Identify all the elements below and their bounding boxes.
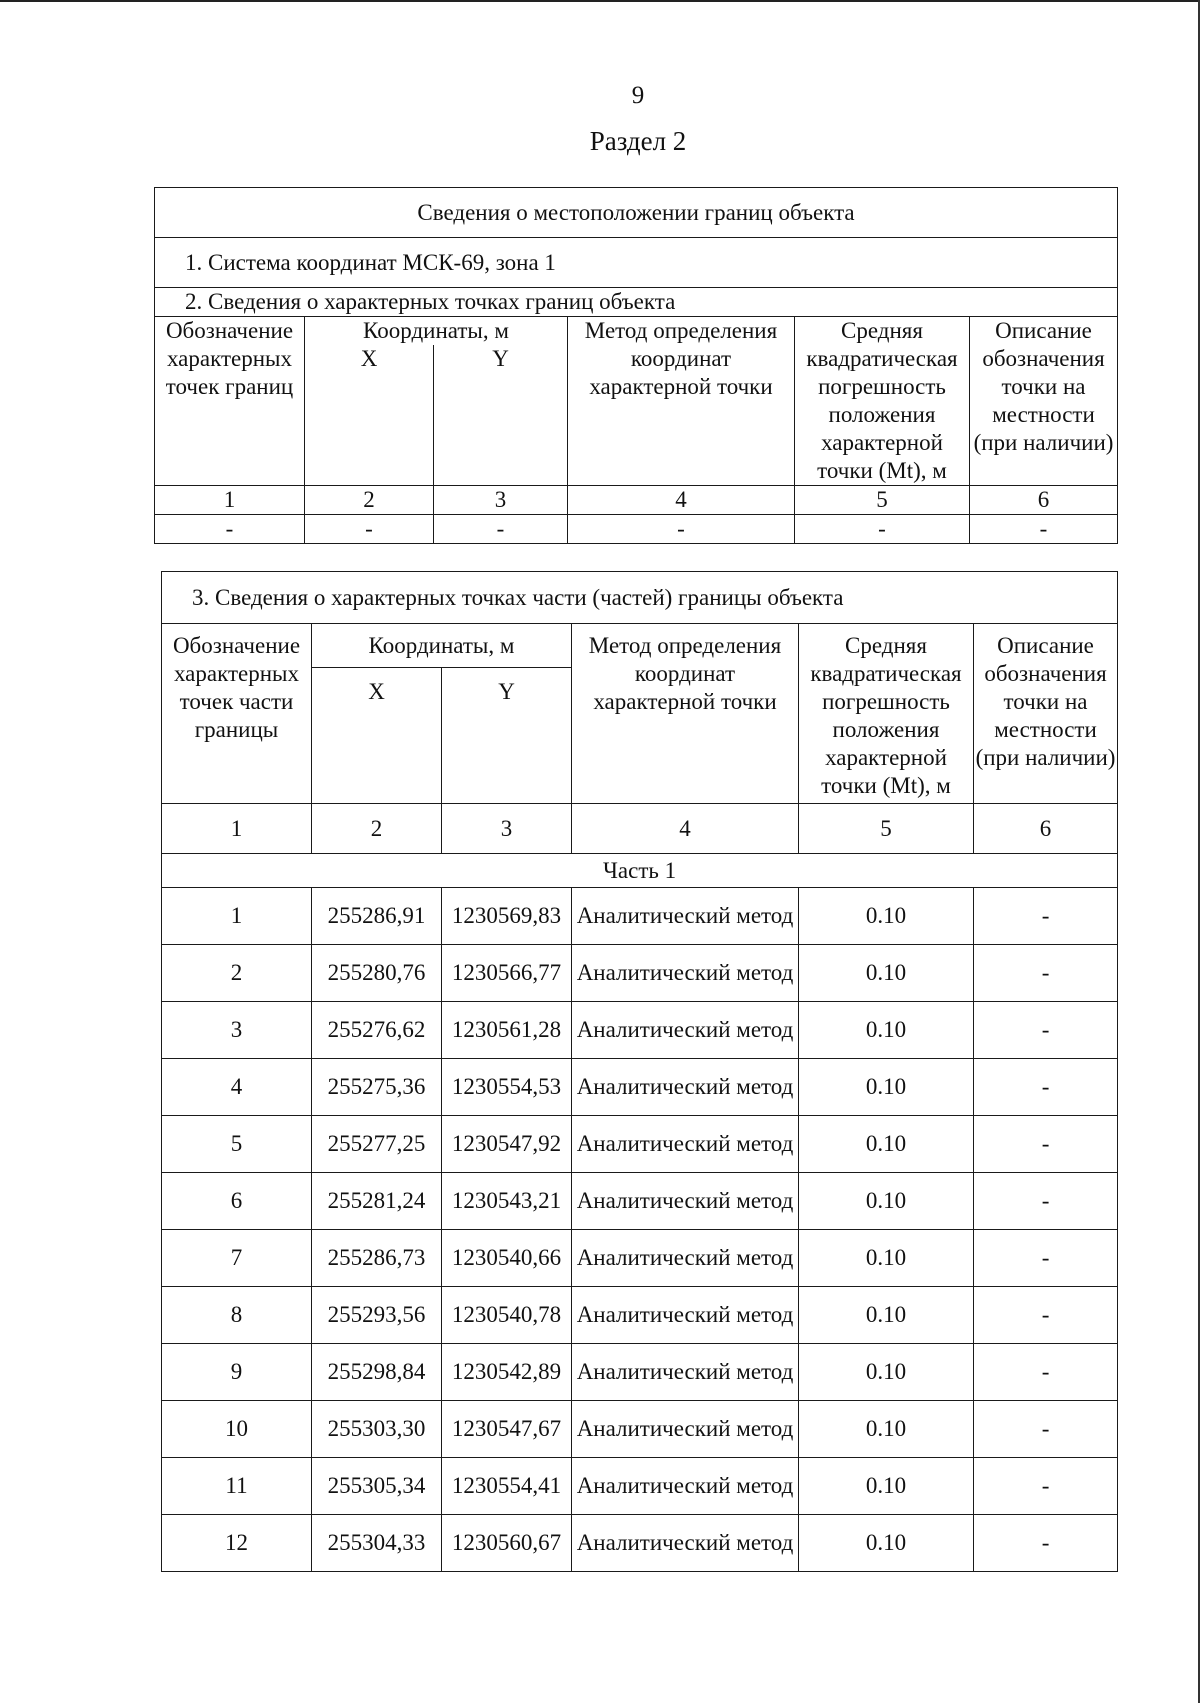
header-x: X <box>305 345 434 485</box>
part-label: Часть 1 <box>162 854 1118 888</box>
table-row <box>162 1173 1118 1230</box>
point-number: 5 <box>162 1116 312 1173</box>
page-border <box>0 0 1200 2</box>
coord-y: 1230547,67 <box>442 1401 572 1458</box>
mean-square-error: 0.10 <box>799 1344 974 1401</box>
part-heading: 3. Сведения о характерных точках части (частей) границы объекта <box>162 572 1118 624</box>
header-description: Описание обозначения точки на местности (при наличии) <box>970 317 1118 486</box>
coord-y: 1230543,21 <box>442 1173 572 1230</box>
column-number: 6 <box>970 486 1118 515</box>
mean-square-error: 0.10 <box>799 945 974 1002</box>
column-number: 2 <box>305 486 434 515</box>
part-boundary-points-table <box>161 571 1118 1572</box>
mean-square-error: 0.10 <box>799 1401 974 1458</box>
coord-y: 1230561,28 <box>442 1002 572 1059</box>
empty-cell: - <box>970 515 1118 544</box>
empty-cell: - <box>568 515 795 544</box>
description: - <box>974 945 1118 1002</box>
description: - <box>974 1059 1118 1116</box>
header-x: X <box>312 668 442 804</box>
coord-x: 255286,73 <box>312 1230 442 1287</box>
coord-y: 1230547,92 <box>442 1116 572 1173</box>
boundary-location-table <box>154 187 1118 544</box>
point-number: 10 <box>162 1401 312 1458</box>
page-number: 9 <box>631 82 645 109</box>
method: Аналитический метод <box>572 1173 799 1230</box>
coord-x: 255298,84 <box>312 1344 442 1401</box>
mean-square-error: 0.10 <box>799 1173 974 1230</box>
table-row <box>162 888 1118 945</box>
coord-x: 255304,33 <box>312 1515 442 1572</box>
description: - <box>974 1287 1118 1344</box>
column-number: 2 <box>312 804 442 854</box>
method: Аналитический метод <box>572 1059 799 1116</box>
method: Аналитический метод <box>572 1515 799 1572</box>
coord-y: 1230566,77 <box>442 945 572 1002</box>
description: - <box>974 1173 1118 1230</box>
mean-square-error: 0.10 <box>799 1458 974 1515</box>
description: - <box>974 1116 1118 1173</box>
coord-x: 255305,34 <box>312 1458 442 1515</box>
header-error: Средняя квадратическая погрешность положения характерной точки (Mt), м <box>795 317 970 486</box>
column-number: 3 <box>434 486 568 515</box>
header-method: Метод определения координат характерной точки <box>572 624 799 804</box>
column-number: 4 <box>572 804 799 854</box>
method: Аналитический метод <box>572 1401 799 1458</box>
point-number: 1 <box>162 888 312 945</box>
coord-x: 255277,25 <box>312 1116 442 1173</box>
point-number: 3 <box>162 1002 312 1059</box>
table-row <box>162 1344 1118 1401</box>
table-row <box>162 1059 1118 1116</box>
method: Аналитический метод <box>572 1002 799 1059</box>
description: - <box>974 1515 1118 1572</box>
description: - <box>974 1344 1118 1401</box>
empty-cell: - <box>305 515 434 544</box>
table-row <box>162 1401 1118 1458</box>
column-number-row <box>155 486 1118 515</box>
empty-cell: - <box>434 515 568 544</box>
column-number: 6 <box>974 804 1118 854</box>
mean-square-error: 0.10 <box>799 1230 974 1287</box>
mean-square-error: 0.10 <box>799 1116 974 1173</box>
column-number: 5 <box>795 486 970 515</box>
mean-square-error: 0.10 <box>799 888 974 945</box>
header-coordinates: Координаты, м <box>312 624 572 668</box>
coord-x: 255280,76 <box>312 945 442 1002</box>
header-description: Описание обозначения точки на местности (при наличии) <box>974 624 1118 804</box>
table-row <box>162 945 1118 1002</box>
mean-square-error: 0.10 <box>799 1515 974 1572</box>
coord-x: 255303,30 <box>312 1401 442 1458</box>
coord-y: 1230554,53 <box>442 1059 572 1116</box>
section-title: Раздел 2 <box>589 126 687 156</box>
method: Аналитический метод <box>572 888 799 945</box>
table-row <box>162 1002 1118 1059</box>
method: Аналитический метод <box>572 1458 799 1515</box>
table-row <box>162 1458 1118 1515</box>
coord-x: 255293,56 <box>312 1287 442 1344</box>
mean-square-error: 0.10 <box>799 1002 974 1059</box>
points-heading: 2. Сведения о характерных точках границ объекта <box>155 288 1118 317</box>
coord-x: 255275,36 <box>312 1059 442 1116</box>
description: - <box>974 1230 1118 1287</box>
column-number: 3 <box>442 804 572 854</box>
coord-x: 255286,91 <box>312 888 442 945</box>
column-number: 1 <box>162 804 312 854</box>
column-number: 5 <box>799 804 974 854</box>
header-y: Y <box>434 345 568 485</box>
method: Аналитический метод <box>572 1230 799 1287</box>
point-number: 7 <box>162 1230 312 1287</box>
column-number-row <box>162 804 1118 854</box>
description: - <box>974 888 1118 945</box>
header-y: Y <box>442 668 572 804</box>
coord-y: 1230542,89 <box>442 1344 572 1401</box>
description: - <box>974 1002 1118 1059</box>
mean-square-error: 0.10 <box>799 1287 974 1344</box>
description: - <box>974 1458 1118 1515</box>
method: Аналитический метод <box>572 945 799 1002</box>
coord-y: 1230540,78 <box>442 1287 572 1344</box>
empty-cell: - <box>795 515 970 544</box>
table-row <box>162 1116 1118 1173</box>
point-number: 4 <box>162 1059 312 1116</box>
mean-square-error: 0.10 <box>799 1059 974 1116</box>
table-title: Сведения о местоположении границ объекта <box>155 188 1118 238</box>
coord-y: 1230560,67 <box>442 1515 572 1572</box>
point-number: 11 <box>162 1458 312 1515</box>
point-number: 8 <box>162 1287 312 1344</box>
method: Аналитический метод <box>572 1116 799 1173</box>
description: - <box>974 1401 1118 1458</box>
coord-y: 1230540,66 <box>442 1230 572 1287</box>
point-number: 12 <box>162 1515 312 1572</box>
table-row <box>162 1287 1118 1344</box>
point-number: 6 <box>162 1173 312 1230</box>
column-number: 4 <box>568 486 795 515</box>
header-designation: Обозначение характерных точек части границы <box>162 624 312 804</box>
empty-row <box>155 515 1118 544</box>
column-number: 1 <box>155 486 305 515</box>
point-number: 9 <box>162 1344 312 1401</box>
method: Аналитический метод <box>572 1344 799 1401</box>
coord-y: 1230569,83 <box>442 888 572 945</box>
header-coordinates: Координаты, м <box>305 317 568 346</box>
header-method: Метод определения координат характерной точки <box>568 317 795 486</box>
header-designation: Обозначение характерных точек границ <box>155 317 305 486</box>
header-error: Средняя квадратическая погрешность положения характерной точки (Mt), м <box>799 624 974 804</box>
method: Аналитический метод <box>572 1287 799 1344</box>
coord-x: 255281,24 <box>312 1173 442 1230</box>
coord-y: 1230554,41 <box>442 1458 572 1515</box>
point-number: 2 <box>162 945 312 1002</box>
empty-cell: - <box>155 515 305 544</box>
table-row <box>162 1515 1118 1572</box>
coordinate-system: 1. Система координат МСК-69, зона 1 <box>155 238 1118 288</box>
coord-x: 255276,62 <box>312 1002 442 1059</box>
table-row <box>162 1230 1118 1287</box>
